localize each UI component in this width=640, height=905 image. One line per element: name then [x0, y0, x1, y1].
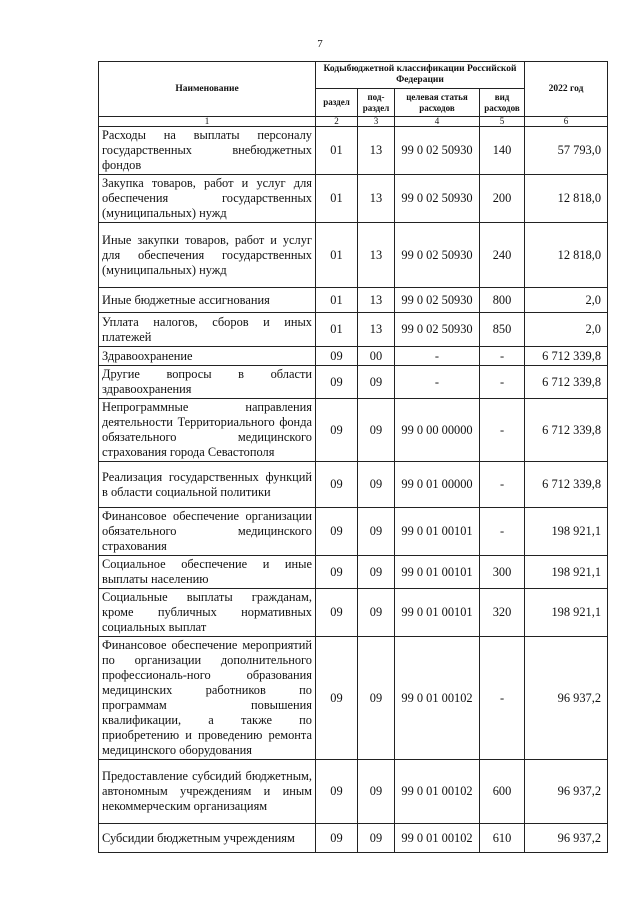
- row-podrazdel: 09: [358, 824, 395, 853]
- row-razdel: 09: [316, 366, 358, 399]
- table-row: [99, 288, 608, 313]
- table-row: [99, 175, 608, 223]
- row-target-article: 99 0 02 50930: [395, 175, 480, 223]
- header-razdel: раздел: [316, 89, 358, 117]
- table-row: [99, 637, 608, 760]
- row-name: Социальное обеспечение и иные выплаты населению: [99, 556, 316, 589]
- row-expense-kind: -: [480, 637, 525, 760]
- row-target-article: -: [395, 366, 480, 399]
- row-name: Финансовое обеспечение мероприятий по организации дополнительного профессиональ-ного образования медицинских работников по программам повышения квалификации, а также по приобретению и проведению ремонта медицинского оборудования: [99, 637, 316, 760]
- row-target-article: 99 0 02 50930: [395, 223, 480, 288]
- row-podrazdel: 09: [358, 760, 395, 824]
- row-name: Уплата налогов, сборов и иных платежей: [99, 313, 316, 347]
- row-razdel: 01: [316, 127, 358, 175]
- header-kind: вид расходов: [480, 89, 525, 117]
- row-expense-kind: 800: [480, 288, 525, 313]
- row-razdel: 09: [316, 462, 358, 508]
- header-codes-group: Кодыбюджетной классификации Российской Федерации: [316, 62, 525, 89]
- row-name: Закупка товаров, работ и услуг для обеспечения государственных (муниципальных) нужд: [99, 175, 316, 223]
- row-target-article: 99 0 01 00102: [395, 760, 480, 824]
- row-target-article: 99 0 01 00101: [395, 589, 480, 637]
- row-expense-kind: 300: [480, 556, 525, 589]
- header-row-top: [99, 62, 608, 89]
- row-amount: 198 921,1: [525, 589, 608, 637]
- row-name: Финансовое обеспечение организации обязательного медицинского страхования: [99, 508, 316, 556]
- row-amount: 12 818,0: [525, 175, 608, 223]
- row-amount: 198 921,1: [525, 508, 608, 556]
- table-row: [99, 462, 608, 508]
- row-expense-kind: 610: [480, 824, 525, 853]
- page-number: 7: [317, 38, 323, 50]
- row-target-article: 99 0 01 00101: [395, 508, 480, 556]
- row-amount: 96 937,2: [525, 637, 608, 760]
- row-expense-kind: -: [480, 347, 525, 366]
- row-name: Непрограммные направления деятельности Территориального фонда обязательного медицинского страхования города Севастополя: [99, 399, 316, 462]
- row-target-article: -: [395, 347, 480, 366]
- row-amount: 6 712 339,8: [525, 347, 608, 366]
- row-razdel: 09: [316, 347, 358, 366]
- table-row: [99, 347, 608, 366]
- table-row: [99, 824, 608, 853]
- row-podrazdel: 09: [358, 508, 395, 556]
- row-razdel: 09: [316, 637, 358, 760]
- row-expense-kind: -: [480, 508, 525, 556]
- table-row: [99, 366, 608, 399]
- row-podrazdel: 09: [358, 462, 395, 508]
- row-amount: 198 921,1: [525, 556, 608, 589]
- row-name: Предоставление субсидий бюджетным, автономным учреждениям и иным некоммерческим организациям: [99, 760, 316, 824]
- row-podrazdel: 13: [358, 288, 395, 313]
- row-podrazdel: 09: [358, 589, 395, 637]
- row-podrazdel: 00: [358, 347, 395, 366]
- row-amount: 57 793,0: [525, 127, 608, 175]
- row-expense-kind: -: [480, 399, 525, 462]
- row-name: Социальные выплаты гражданам, кроме публичных нормативных социальных выплат: [99, 589, 316, 637]
- row-amount: 96 937,2: [525, 760, 608, 824]
- row-amount: 6 712 339,8: [525, 399, 608, 462]
- row-razdel: 09: [316, 399, 358, 462]
- row-podrazdel: 13: [358, 223, 395, 288]
- row-razdel: 01: [316, 175, 358, 223]
- row-expense-kind: 200: [480, 175, 525, 223]
- row-expense-kind: -: [480, 366, 525, 399]
- row-razdel: 09: [316, 508, 358, 556]
- column-number: 4: [395, 117, 480, 127]
- row-amount: 6 712 339,8: [525, 462, 608, 508]
- row-expense-kind: 320: [480, 589, 525, 637]
- row-name: Здравоохранение: [99, 347, 316, 366]
- table-row: [99, 313, 608, 347]
- row-amount: 12 818,0: [525, 223, 608, 288]
- table-row: [99, 223, 608, 288]
- table-row: [99, 508, 608, 556]
- table-row: [99, 399, 608, 462]
- row-razdel: 09: [316, 760, 358, 824]
- row-name: Субсидии бюджетным учреждениям: [99, 824, 316, 853]
- row-podrazdel: 13: [358, 313, 395, 347]
- row-podrazdel: 09: [358, 366, 395, 399]
- budget-table: [98, 61, 608, 853]
- row-name: Иные бюджетные ассигнования: [99, 288, 316, 313]
- table-row: [99, 556, 608, 589]
- table-row: [99, 127, 608, 175]
- header-target: целевая статья расходов: [395, 89, 480, 117]
- row-target-article: 99 0 01 00102: [395, 824, 480, 853]
- table-row: [99, 760, 608, 824]
- row-razdel: 09: [316, 824, 358, 853]
- row-target-article: 99 0 00 00000: [395, 399, 480, 462]
- row-podrazdel: 09: [358, 399, 395, 462]
- header-year: 2022 год: [525, 62, 608, 117]
- row-razdel: 01: [316, 223, 358, 288]
- row-name: Реализация государственных функций в области социальной политики: [99, 462, 316, 508]
- row-expense-kind: 140: [480, 127, 525, 175]
- table-row: [99, 589, 608, 637]
- header-podrazdel: под- раздел: [358, 89, 395, 117]
- row-name: Расходы на выплаты персоналу государственных внебюджетных фондов: [99, 127, 316, 175]
- row-razdel: 01: [316, 313, 358, 347]
- row-expense-kind: 600: [480, 760, 525, 824]
- row-target-article: 99 0 01 00000: [395, 462, 480, 508]
- column-number: 1: [99, 117, 316, 127]
- row-name: Иные закупки товаров, работ и услуг для обеспечения государственных (муниципальных) нужд: [99, 223, 316, 288]
- row-target-article: 99 0 01 00101: [395, 556, 480, 589]
- row-target-article: 99 0 02 50930: [395, 288, 480, 313]
- row-podrazdel: 09: [358, 637, 395, 760]
- row-razdel: 09: [316, 556, 358, 589]
- row-name: Другие вопросы в области здравоохранения: [99, 366, 316, 399]
- row-podrazdel: 13: [358, 175, 395, 223]
- row-amount: 2,0: [525, 313, 608, 347]
- column-number-row: [99, 117, 608, 127]
- header-name: Наименование: [99, 62, 316, 117]
- row-amount: 2,0: [525, 288, 608, 313]
- row-target-article: 99 0 02 50930: [395, 313, 480, 347]
- row-target-article: 99 0 02 50930: [395, 127, 480, 175]
- column-number: 6: [525, 117, 608, 127]
- row-expense-kind: 240: [480, 223, 525, 288]
- column-number: 2: [316, 117, 358, 127]
- row-razdel: 01: [316, 288, 358, 313]
- row-razdel: 09: [316, 589, 358, 637]
- row-expense-kind: 850: [480, 313, 525, 347]
- table-body: [99, 127, 608, 853]
- row-podrazdel: 09: [358, 556, 395, 589]
- row-amount: 96 937,2: [525, 824, 608, 853]
- row-amount: 6 712 339,8: [525, 366, 608, 399]
- row-expense-kind: -: [480, 462, 525, 508]
- column-number: 5: [480, 117, 525, 127]
- row-target-article: 99 0 01 00102: [395, 637, 480, 760]
- column-number: 3: [358, 117, 395, 127]
- row-podrazdel: 13: [358, 127, 395, 175]
